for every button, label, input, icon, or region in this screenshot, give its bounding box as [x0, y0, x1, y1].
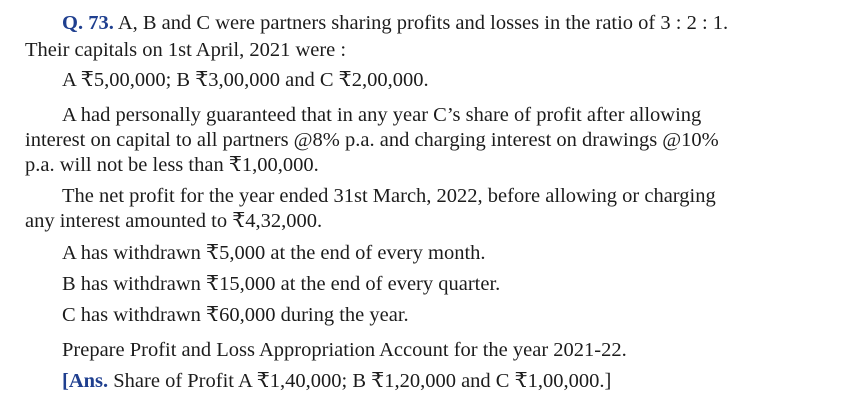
guarantee-line-3: p.a. will not be less than ₹1,00,000.	[25, 154, 319, 176]
answer-label: [Ans.	[62, 370, 109, 392]
question-intro-line-1: A, B and C were partners sharing profits and losses in the ratio of 3 : 2 : 1.	[117, 12, 729, 34]
profit-line-2: any interest amounted to ₹4,32,000.	[25, 210, 323, 232]
task-line: Prepare Profit and Loss Appropriation Account for the year 2021-22.	[62, 339, 627, 361]
drawings-b-line: B has withdrawn ₹15,000 at the end of every quarter.	[62, 273, 501, 295]
answer-line	[62, 369, 611, 393]
question-number: Q. 73.	[62, 12, 114, 34]
drawings-c-line: C has withdrawn ₹60,000 during the year.	[62, 304, 409, 326]
question-intro-line-2: Their capitals on 1st April, 2021 were :	[25, 39, 347, 61]
guarantee-line-1: A had personally guaranteed that in any year C’s share of profit after allowing	[62, 104, 702, 126]
question-line-1	[62, 11, 728, 35]
capitals-line: A ₹5,00,000; B ₹3,00,000 and C ₹2,00,000.	[62, 69, 429, 91]
answer-text: Share of Profit A ₹1,40,000; B ₹1,20,000 and C ₹1,00,000.]	[113, 370, 612, 392]
profit-line-1: The net profit for the year ended 31st March, 2022, before allowing or charging	[62, 185, 716, 207]
guarantee-line-2: interest on capital to all partners @8% p.a. and charging interest on drawings @10%	[25, 129, 719, 151]
drawings-a-line: A has withdrawn ₹5,000 at the end of every month.	[62, 242, 486, 264]
